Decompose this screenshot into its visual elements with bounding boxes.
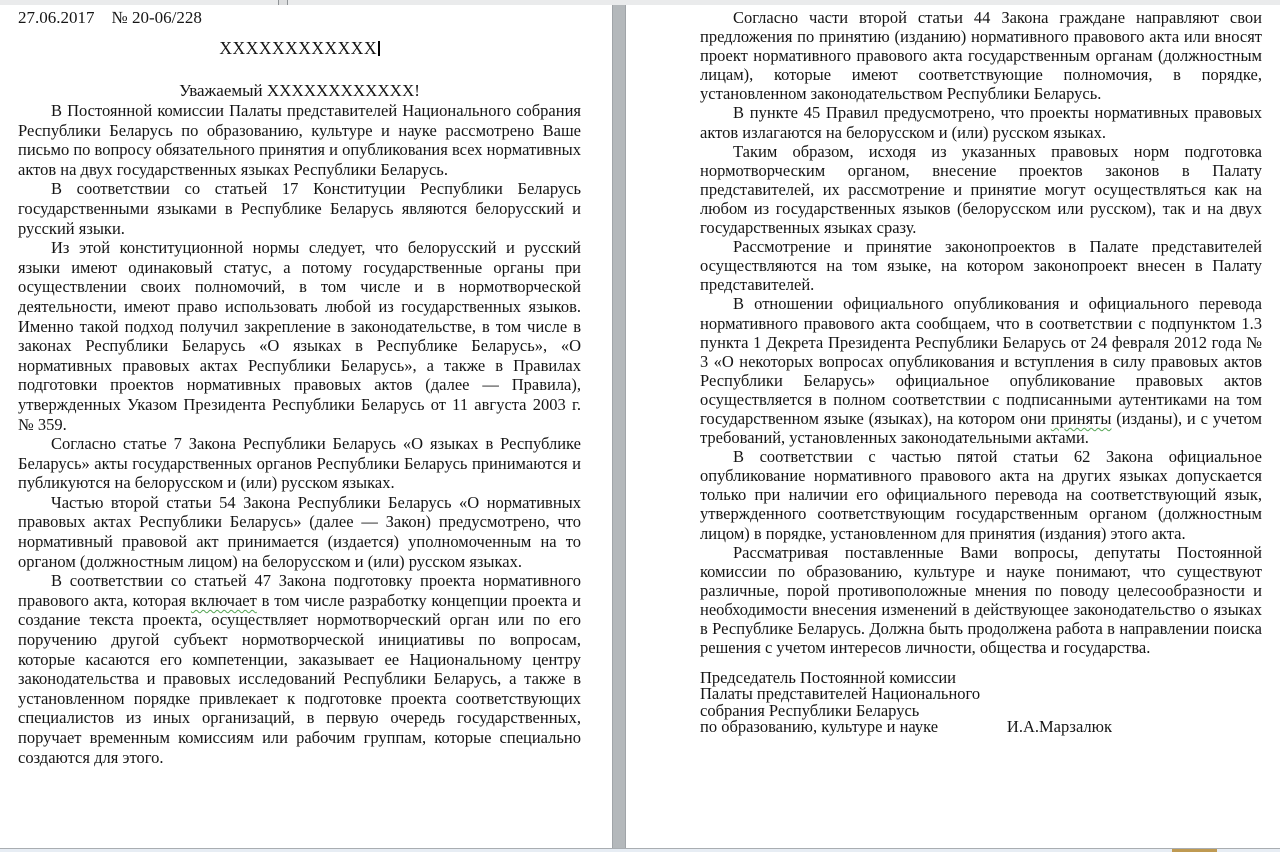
paragraph: Рассматривая поставленные Вами вопросы, депутаты Постоянной комиссии по образованию, культуре и науке понимают, что существуют различные, порой противоположные мнения по поводу целесообразности и необходимости внесения изменений в действующее законодательство о языках в Республике Беларусь. Должна быть продолжена работа в направлении поиска решения с учетом интересов личности, общества и государства. xyxy=(700,542,1262,658)
salutation-line: Уважаемый XXXXXXXXXXXX! xyxy=(179,81,420,100)
paragraph: В отношении официального опубликования и официального перевода нормативного правового акта сообщаем, что в соответствии с подпунктом 1.3 пункта 1 Декрета Президента Республики Беларусь от 24 февраля 2012 года № 3 «О некоторых вопросах опубликования и вступления в силу правовых актов Республики Беларусь» официальное опубликование правовых актов осуществляется в полном соответствии с подписанными аутентиками на том государственном языке (языках), на котором они приняты (изданы), и с учетом требований, установленных законодательными актами. xyxy=(700,294,1263,448)
paragraph: В соответствии со статьей 47 Закона подготовку проекта нормативного правового акта, которая включает в том числе разработку концепции проекта и создание текста проекта, осуществляет нормотворческий орган или по его поручению другой субъект нормотворческой инициативы по вопросам, которые касаются его компетенции, заказывает ее Национальному центру законодательства и правовых исследований Республики Беларусь, а также в установленном порядке привлекает к подготовке проекта соответствующих специалистов из иных организаций, в первую очередь государственных, поручает временным комиссиям или рабочим группам, которые специально создаются для этого. xyxy=(18,571,581,767)
page-2-body xyxy=(700,8,1262,735)
paragraph: В соответствии со статьей 17 Конституции Республики Беларусь государственными языками в Республике Беларусь являются белорусский и русский языки. xyxy=(18,179,581,238)
paragraph: Таким образом, исходя из указанных правовых норм подготовка нормотворческим органом, внесение проектов законов в Палату представителей, их рассмотрение и принятие могут осуществляться как на любом из государственных языков (белорусском или русском), так и на двух государственных языках сразу. xyxy=(700,141,1262,238)
paragraph: Рассмотрение и принятие законопроектов в Палате представителей осуществляются на том языке, на котором законопроект внесен в Палату представителей. xyxy=(700,237,1262,295)
signature-line: Председатель Постоянной комиссии xyxy=(700,668,956,688)
paragraph: Согласно части второй статьи 44 Закона граждане направляют свои предложения по принятию (изданию) нормативного правового акта или вносят проект нормативного правового акта государственным органам (должностным лицам), которые имеют соответствующие полномочия, в порядке, установленном законодательством Республики Беларусь. xyxy=(700,8,1262,104)
addressee-placeholder-line xyxy=(18,38,581,59)
paragraph: Из этой конституционной нормы следует, что белорусский и русский языки имеют одинаковый статус, а потому государственные органы при осуществлении своих полномочий, в том числе и в нормотворческой деятельности, имеют право использовать любой из государственных языков. Именно такой подход получил закрепление в законодательстве, в том числе в законах Республики Беларусь «О языках в Республике Беларусь», «О нормативных правовых актах Республики Беларусь», а также в Правилах подготовки проектов нормативных правовых актов (далее — Правила), утвержденных Указом Президента Республики Беларусь от 11 августа 2003 г. № 359. xyxy=(18,238,581,434)
grammar-flagged-word: приняты xyxy=(1050,408,1112,428)
addressee-placeholder: XXXXXXXXXXXX xyxy=(219,38,378,58)
page-1[interactable] xyxy=(0,5,612,849)
date-and-reference-number: 27.06.2017 № 20-06/228 xyxy=(18,8,202,27)
signature-last-row xyxy=(700,716,1262,736)
paragraph: В Постоянной комиссии Палаты представителей Национального собрания Республики Беларусь по образованию, культуре и науке рассмотрено Ваше письмо по вопросу обязательного принятия и опубликования всех нормативных актов на двух государственных языках Республики Беларусь. xyxy=(18,101,581,179)
signature-block xyxy=(700,670,1262,735)
paragraph: В пункте 45 Правил предусмотрено, что проекты нормативных правовых актов излагаются на белорусском и (или) русском языках. xyxy=(700,103,1262,142)
signatory-name: И.А.Марзалюк xyxy=(1006,716,1112,736)
signature-line: Палаты представителей Национального xyxy=(700,684,981,704)
paragraph: Согласно статье 7 Закона Республики Беларусь «О языках в Республике Беларусь» акты государственных органов Республики Беларусь принимаются и публикуются на белорусском и (или) русском языках. xyxy=(18,434,581,493)
signature-line: по образованию, культуре и науке xyxy=(700,716,939,736)
grammar-flagged-word: включает xyxy=(190,590,257,610)
page-2[interactable] xyxy=(626,5,1280,849)
paragraph: Частью второй статьи 54 Закона Республики Беларусь «О нормативных правовых актах Республики Беларусь» (далее — Закон) предусмотрено, что нормативный правовой акт принимается (издается) уполномоченным на то органом (должностным лицом) на белорусском и (или) русском языках. xyxy=(18,492,581,571)
page-1-body xyxy=(18,101,581,767)
page-gutter xyxy=(612,5,626,849)
signature-line: собрания Республики Беларусь xyxy=(700,700,920,720)
paragraph: В соответствии с частью пятой статьи 62 Закона официальное опубликование нормативного правового акта на других языках допускается только при наличии его официального перевода на соответствующий язык, утвержденного соответствующим государственным органом (должностным лицом) в порядке, установленном для принятия (издания) этого акта. xyxy=(700,447,1262,543)
text-cursor xyxy=(378,41,380,56)
